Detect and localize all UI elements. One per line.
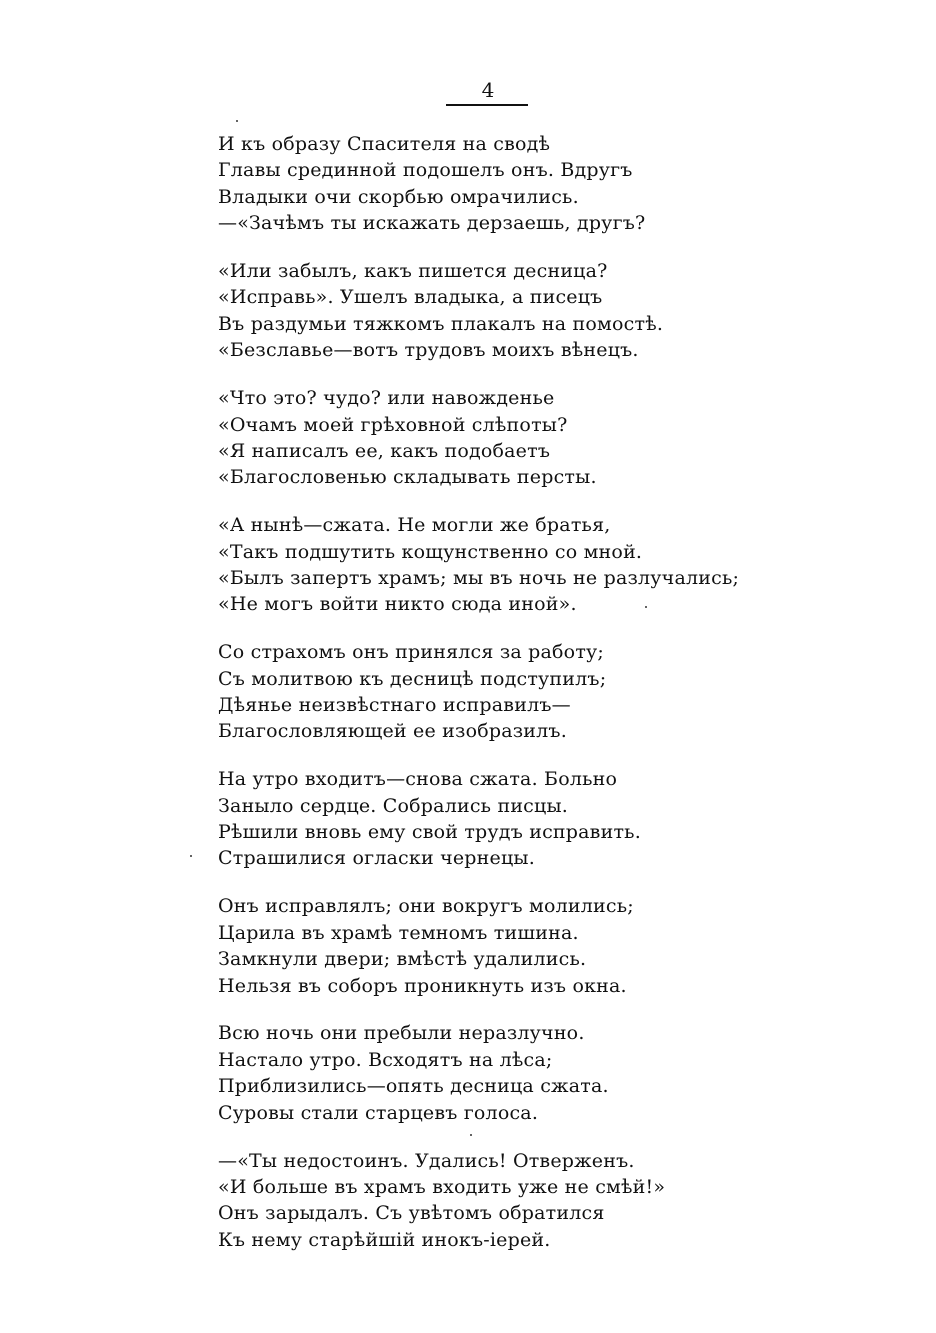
verse-line: «Благословенью складывать персты. [218, 466, 597, 489]
verse-line: «И больше въ храмъ входить уже не смѣй!» [218, 1175, 666, 1198]
verse-line: Въ раздумьи тяжкомъ плакалъ на помостѣ. [218, 312, 664, 335]
verse-line: Всю ночь они пребыли неразлучно. [218, 1022, 585, 1045]
verse-line: Съ молитвою къ десницѣ подступилъ; [218, 667, 607, 690]
verse-line: Царила въ храмѣ темномъ тишина. [218, 921, 579, 944]
stanza [218, 893, 918, 999]
verse-line: Къ нему старѣйшій инокъ-іерей. [218, 1228, 551, 1251]
verse-line: «Я написалъ ее, какъ подобаетъ [218, 439, 551, 462]
verse-line: Замкнули двери; вмѣстѣ удалились. [218, 948, 587, 971]
stanza [218, 385, 918, 491]
verse-line: —«Ты недостоинъ. Удались! Отверженъ. [218, 1149, 635, 1172]
page-number: 4 [481, 78, 495, 102]
verse-line: Рѣшили вновь ему свой трудъ исправить. [218, 821, 641, 844]
verse-line: «Или забылъ, какъ пишется десница? [218, 260, 608, 283]
verse-line: На утро входитъ—снова сжата. Больно [218, 768, 618, 791]
verse-line: Дѣянье неизвѣстнаго исправилъ— [218, 694, 571, 717]
verse-line: Приблизились—опять десница сжата. [218, 1075, 609, 1098]
stanza [218, 639, 918, 745]
verse-line: Владыки очи скорбью омрачились. [218, 185, 579, 208]
verse-line: «Исправь». Ушелъ владыка, а писецъ [218, 286, 603, 309]
verse-line: Онъ исправлялъ; они вокругъ молились; [218, 895, 634, 918]
stanza [218, 766, 918, 872]
stanza [218, 1020, 918, 1126]
stanza [218, 258, 918, 364]
verse-line: Главы срединной подошелъ онъ. Вдругъ [218, 159, 633, 182]
print-speck [236, 120, 238, 122]
stanza [218, 512, 918, 618]
verse-line: —«Зачѣмъ ты искажать дерзаешь, другъ? [218, 212, 646, 235]
stanza [218, 131, 918, 237]
verse-line: Благословляющей ее изобразилъ. [218, 720, 567, 743]
verse-line: Со страхомъ онъ принялся за работу; [218, 641, 605, 664]
verse-line: Страшилися огласки чернецы. [218, 847, 535, 870]
verse-line: Заныло сердце. Собрались писцы. [218, 794, 568, 817]
verse-line: Нельзя въ соборъ проникнуть изъ окна. [218, 974, 627, 997]
verse-line: Суровы стали старцевъ голоса. [218, 1101, 539, 1124]
stanza [218, 1148, 918, 1254]
verse-line: «Очамъ моей грѣховной слѣпоты? [218, 413, 568, 436]
verse-line: «Былъ запертъ храмъ; мы въ ночь не разлучались; [218, 566, 740, 589]
poem-text [218, 131, 918, 1253]
verse-line: «Такъ подшутить кощунственно со мной. [218, 540, 643, 563]
verse-line: «Не могъ войти никто сюда иной». [218, 593, 577, 616]
verse-line: «Безславье—вотъ трудовъ моихъ вѣнецъ. [218, 339, 639, 362]
verse-line: И къ образу Спасителя на сводѣ [218, 133, 551, 155]
verse-line: «А нынѣ—сжата. Не могли же братья, [218, 514, 611, 537]
verse-line: «Что это? чудо? или навожденье [218, 387, 555, 410]
print-speck [190, 855, 192, 857]
page-number-rule [446, 104, 528, 106]
verse-line: Онъ зарыдалъ. Съ увѣтомъ обратился [218, 1202, 605, 1225]
verse-line: Настало утро. Всходятъ на лѣса; [218, 1048, 553, 1071]
